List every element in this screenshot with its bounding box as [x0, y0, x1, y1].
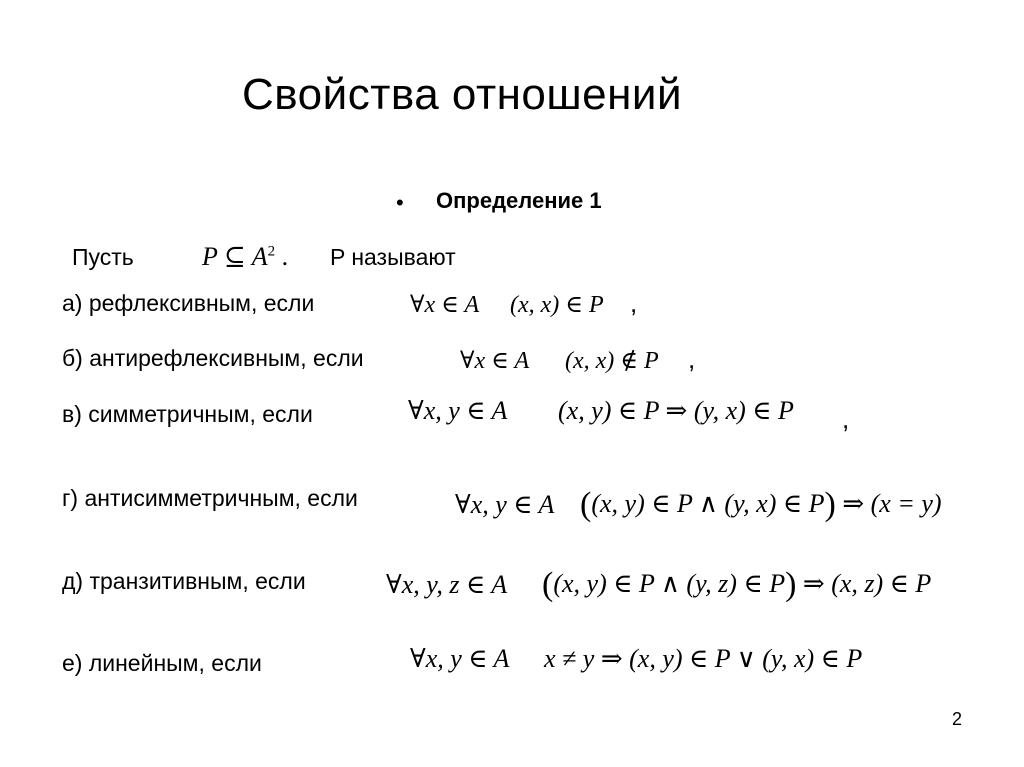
- item-transitive-open-paren: (: [542, 566, 554, 603]
- item-antireflexive-quantifier: ∀x ∈ A: [460, 348, 530, 374]
- intro-let-word: Пусть: [72, 244, 134, 270]
- item-linear-quantifier: ∀x, y ∈ A: [410, 644, 510, 673]
- page-number: 2: [952, 709, 963, 729]
- item-symmetric-condition: (x, y) ∈ P ⇒ (y, x) ∈ P: [558, 396, 794, 425]
- item-linear-label: е) линейным, если: [62, 650, 262, 676]
- intro-formula: [202, 242, 288, 272]
- item-transitive-close-paren: ): [785, 566, 797, 603]
- slide-title: Свойства отношений: [242, 70, 683, 119]
- item-reflexive-condition: (x, x) ∈ P: [510, 292, 604, 318]
- intro-formula-exp: 2: [267, 243, 276, 260]
- intro-formula-a: A: [251, 242, 268, 271]
- intro-formula-subset: ⊆: [223, 242, 246, 271]
- intro-formula-p: P: [202, 242, 218, 271]
- item-transitive-label: д) транзитивным, если: [62, 568, 306, 594]
- item-symmetric-comma: ,: [842, 404, 850, 434]
- item-antireflexive-comma: ,: [688, 344, 696, 374]
- bullet-marker: •: [396, 190, 404, 215]
- item-antisymmetric-condition: (x, y) ∈ P ∧ (y, x) ∈ P: [591, 489, 825, 518]
- item-antireflexive-label: б) антирефлексивным, если: [62, 345, 364, 371]
- item-transitive-quantifier: ∀x, y, z ∈ A: [386, 570, 508, 599]
- item-antireflexive-condition: (x, x) ∉ P: [565, 348, 659, 374]
- item-symmetric-label: в) симметричным, если: [62, 401, 313, 427]
- item-antisymmetric-quantifier: ∀x, y ∈ A: [455, 490, 555, 519]
- item-antisymmetric-open-paren: (: [580, 486, 592, 523]
- item-transitive-conclusion: ⇒ (x, z) ∈ P: [802, 569, 932, 598]
- item-reflexive-comma: ,: [630, 288, 638, 318]
- intro-called-text: P называют: [330, 244, 456, 270]
- item-reflexive-label: а) рефлексивным, если: [62, 290, 315, 316]
- item-antisymmetric-label: г) антисимметричным, если: [62, 485, 358, 511]
- item-transitive-condition: (x, y) ∈ P ∧ (y, z) ∈ P: [553, 569, 786, 598]
- item-symmetric-quantifier: ∀x, y ∈ A: [408, 396, 508, 425]
- definition-heading: Определение 1: [436, 188, 602, 213]
- item-linear-condition: x ≠ y ⇒ (x, y) ∈ P ∨ (y, x) ∈ P: [544, 644, 863, 673]
- item-transitive-formula: [542, 566, 931, 604]
- item-reflexive-quantifier: ∀x ∈ A: [410, 292, 480, 318]
- item-antisymmetric-formula: [580, 486, 942, 524]
- item-antisymmetric-conclusion: ⇒ (x = y): [842, 489, 942, 518]
- intro-formula-dot: .: [281, 242, 289, 271]
- item-antisymmetric-close-paren: ): [824, 486, 836, 523]
